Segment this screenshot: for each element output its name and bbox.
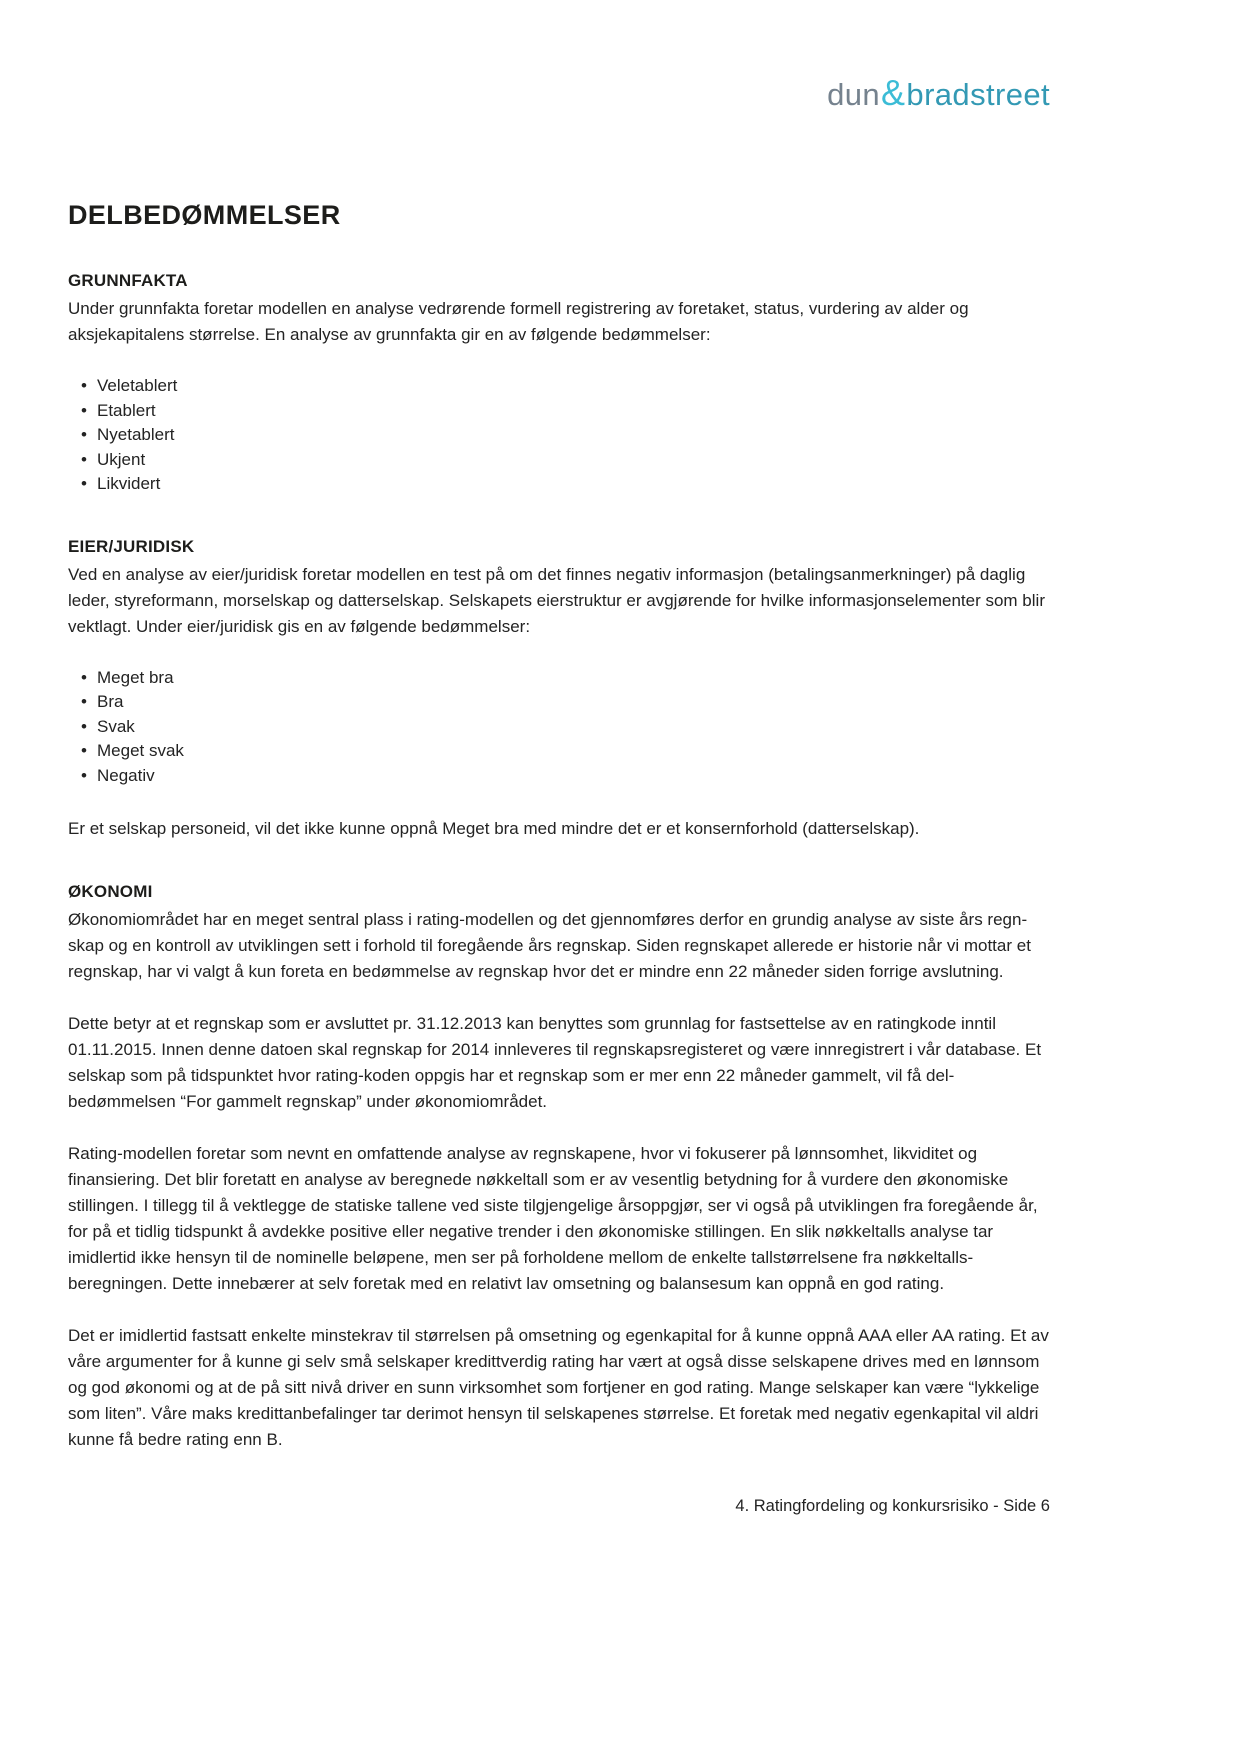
section-heading-eier-juridisk: EIER/JURIDISK <box>68 536 195 556</box>
list-item: • Veletablert <box>81 374 1050 399</box>
section-eier-juridisk <box>68 537 1050 843</box>
paragraph: Dette betyr at et regnskap som er avsluttet pr. 31.12.2013 kan benyttes som grunnlag for fastsettelse av en ratingkode inntil 01.11.2015. Innen denne datoen skal regnskap for 2014 innleveres til regnskapsregisteret og være innregistrert i vår database. Et selskap som på tidspunktet hvor rating-koden oppgis har et regnskap som er mer enn 22 måneder gammelt, vil få del- bedømmelsen “For gammelt regnskap” under økonomiområdet. <box>68 1014 1042 1111</box>
bullet-list-eier-juridisk <box>81 666 1050 789</box>
paragraph: Økonomiområdet har en meget sentral plass i rating-modellen og det gjennomføres derfor en grundig analyse av siste års regn- skap og en kontroll av utviklingen sett i forhold til foregående års regnskap. Siden regnskapet allerede er historie når vi mottar et regnskap, har vi valgt å kun foreta en bedømmelse av regnskap hvor det er mindre enn 22 måneder siden forrige avslutning. <box>68 910 1031 981</box>
section-heading-okonomi: ØKONOMI <box>68 882 153 901</box>
list-item: • Negativ <box>81 764 1050 789</box>
section-grunnfakta <box>68 271 1050 497</box>
dun-bradstreet-logo <box>827 72 1050 114</box>
list-item: • Likvidert <box>81 472 1050 497</box>
footer-text: 4. Ratingfordeling og konkursrisiko - Side 6 <box>735 1497 1050 1515</box>
paragraph: Er et selskap personeid, vil det ikke kunne oppnå Meget bra med mindre det er et konsernforhold (datterselskap). <box>68 819 920 838</box>
list-item: • Bra <box>81 690 1050 715</box>
list-item: • Ukjent <box>81 448 1050 473</box>
section-okonomi <box>68 882 1050 1453</box>
list-item: • Meget bra <box>81 666 1050 691</box>
list-item: • Nyetablert <box>81 423 1050 448</box>
page-footer <box>735 1497 1050 1516</box>
logo-text-dun: dun <box>827 77 880 112</box>
list-item: • Etablert <box>81 399 1050 424</box>
list-item: • Meget svak <box>81 739 1050 764</box>
paragraph: Ved en analyse av eier/juridisk foretar modellen en test på om det finnes negativ informasjon (betalingsanmerkninger) på daglig leder, styreformann, morselskap og datterselskap. Selskapets eierstruktur er avgjørende for hvilke informasjonselementer som blir vektlagt. Under eier/juridisk gis en av følgende bedømmelser: <box>68 564 1045 636</box>
document-content <box>68 0 1050 1453</box>
page-title: DELBEDØMMELSER <box>68 200 341 230</box>
logo-ampersand-icon: & <box>881 72 906 113</box>
logo-row <box>68 0 1050 114</box>
paragraph: Det er imidlertid fastsatt enkelte minstekrav til størrelsen på omsetning og egenkapital for å kunne oppnå AAA eller AA rating. Et av våre argumenter for å kunne gi selv små selskaper kredittverdig rating har vært at også disse selskapene drives med en lønnsom og god økonomi og at de på sitt nivå driver en sunn virksomhet som fortjener en god rating. Mange selskaper kan være “lykkelige som liten”. Våre maks kredittanbefalinger tar derimot hensyn til selskapenes størrelse. Et foretak med negativ egenkapital vil aldri kunne få bedre rating enn B. <box>68 1326 1049 1449</box>
section-heading-grunnfakta: GRUNNFAKTA <box>68 271 188 290</box>
paragraph: Under grunnfakta foretar modellen en analyse vedrørende formell registrering av foretaket, status, vurdering av alder og aksjekapitalens størrelse. En analyse av grunnfakta gir en av følgende bedømmelser: <box>68 299 969 344</box>
logo-text-bradstreet: bradstreet <box>906 77 1050 112</box>
paragraph: Rating-modellen foretar som nevnt en omfattende analyse av regnskapene, hvor vi fokuserer på lønnsomhet, likviditet og finansiering. Det blir foretatt en analyse av beregnede nøkkeltall som er av vesentlig betydning for å vurdere den økonomiske stillingen. I tillegg til å vektlegge de statiske tallene ved siste tilgjengelige årsoppgjør, ser vi også på utviklingen fra foregående år, for på et tidlig tidspunkt å avdekke positive eller negative trender i den økonomiske stillingen. En slik nøkkeltalls analyse tar imidlertid ikke hensyn til de nominelle beløpene, men ser på forholdene mellom de enkelte tallstørrelsene fra nøkkeltalls- beregningen. Dette innebærer at selv foretak med en relativt lav omsetning og balansesum kan oppnå en god rating. <box>68 1144 1038 1293</box>
bullet-list-grunnfakta <box>81 374 1050 497</box>
list-item: • Svak <box>81 715 1050 740</box>
